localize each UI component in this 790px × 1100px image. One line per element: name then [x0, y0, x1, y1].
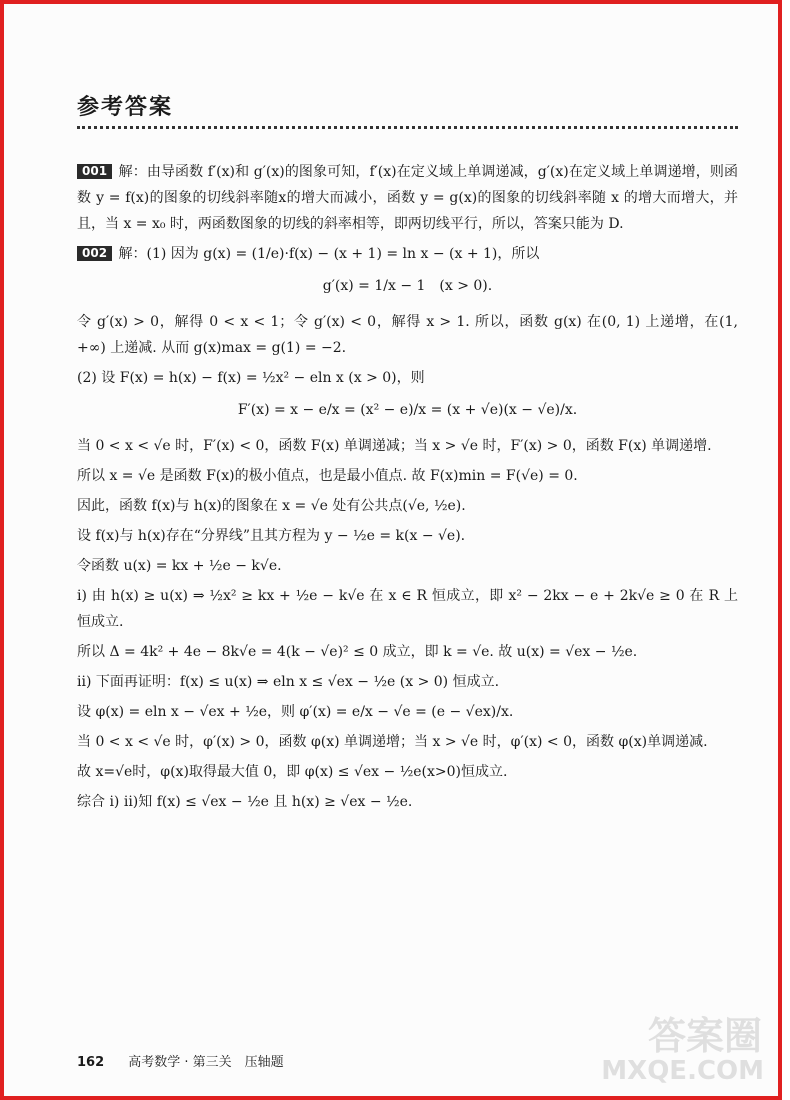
question-tag-001: 001: [77, 164, 112, 179]
answer-002-line: 令函数 u(x) = kx + ½e − k√e.: [77, 558, 282, 574]
answer-001: [77, 159, 738, 237]
answer-002-line: 故 x=√e时，φ(x)取得最大值 0，即 φ(x) ≤ √ex − ½e(x>0)恒成立.: [77, 764, 508, 780]
equation: F′(x) = x − e/x = (x² − e)/x = (x + √e)(x − √e)/x.: [237, 402, 578, 418]
answer-002-line: 令 g′(x) > 0，解得 0 < x < 1；令 g′(x) < 0，解得 x > 1. 所以，函数 g(x) 在(0, 1) 上递增，在(1, +∞) 上递减. 从而 g(x)max = g(1) = −2.: [77, 314, 738, 356]
answer-002-line: ii) 下面再证明：f(x) ≤ u(x) ⇒ eln x ≤ √ex − ½e (x > 0) 恒成立.: [77, 674, 500, 690]
answer-002-line: (2) 设 F(x) = h(x) − f(x) = ½x² − eln x (x > 0)，则: [77, 370, 425, 386]
answer-002-text: 解：(1) 因为 g(x) = (1/e)·f(x) − (x + 1) = ln x − (x + 1)，所以: [118, 246, 540, 262]
question-tag-002: 002: [77, 246, 112, 261]
answer-002-line: i) 由 h(x) ≥ u(x) ⇒ ½x² ≥ kx + ½e − k√e 在 x ∈ R 恒成立，即 x² − 2kx − e + 2k√e ≥ 0 在 R 上恒成立.: [77, 588, 738, 630]
book-title: 高考数学 · 第三关 压轴题: [128, 1055, 284, 1070]
answer-002-line: 当 0 < x < √e 时，φ′(x) > 0，函数 φ(x) 单调递增；当 x > √e 时，φ′(x) < 0，函数 φ(x)单调递减.: [77, 734, 708, 750]
watermark-text: 答案圈: [647, 1014, 762, 1058]
answer-002-line: 设 φ(x) = eln x − √ex + ½e，则 φ′(x) = e/x − √e = (e − √ex)/x.: [77, 704, 514, 720]
answer-002-line: 当 0 < x < √e 时，F′(x) < 0，函数 F(x) 单调递减；当 x > √e 时，F′(x) > 0，函数 F(x) 单调递增.: [77, 438, 712, 454]
equation: g′(x) = 1/x − 1 (x > 0).: [322, 278, 493, 294]
answer-002-line: 因此，函数 f(x)与 h(x)的图象在 x = √e 处有公共点(√e, ½e).: [77, 498, 466, 514]
dotted-divider: [77, 126, 738, 129]
answer-002-line: 综合 i) ii)知 f(x) ≤ √ex − ½e 且 h(x) ≥ √ex − ½e.: [77, 794, 413, 810]
answer-001-text: 解：由导函数 f′(x)和 g′(x)的图象可知，f′(x)在定义域上单调递减，g′(x)在定义域上单调递增，则函数 y = f(x)的图象的切线斜率随x的增大而减小，函数 y = g(x)的图象的切线斜率随 x 的增大而增大，并且，当 x = x₀ 时，两函数图象的切线的斜率相等，即两切线平行，所以，答案只能为 D.: [77, 164, 738, 232]
answer-002-line: [77, 241, 738, 267]
watermark-logo: [593, 1003, 768, 1088]
page-footer: [77, 1051, 284, 1070]
page-title: 参考答案: [77, 95, 174, 120]
page-number: 162: [77, 1055, 105, 1070]
answer-002-line: 所以 Δ = 4k² + 4e − 8k√e = 4(k − √e)² ≤ 0 成立，即 k = √e. 故 u(x) = √ex − ½e.: [77, 644, 638, 660]
answer-002-line: 设 f(x)与 h(x)存在“分界线”且其方程为 y − ½e = k(x − √e).: [77, 528, 466, 544]
watermark-url: MXQE.COM: [601, 1056, 764, 1086]
answer-content: [77, 159, 738, 819]
answer-002-line: 所以 x = √e 是函数 F(x)的极小值点，也是最小值点. 故 F(x)min = F(√e) = 0.: [77, 468, 578, 484]
